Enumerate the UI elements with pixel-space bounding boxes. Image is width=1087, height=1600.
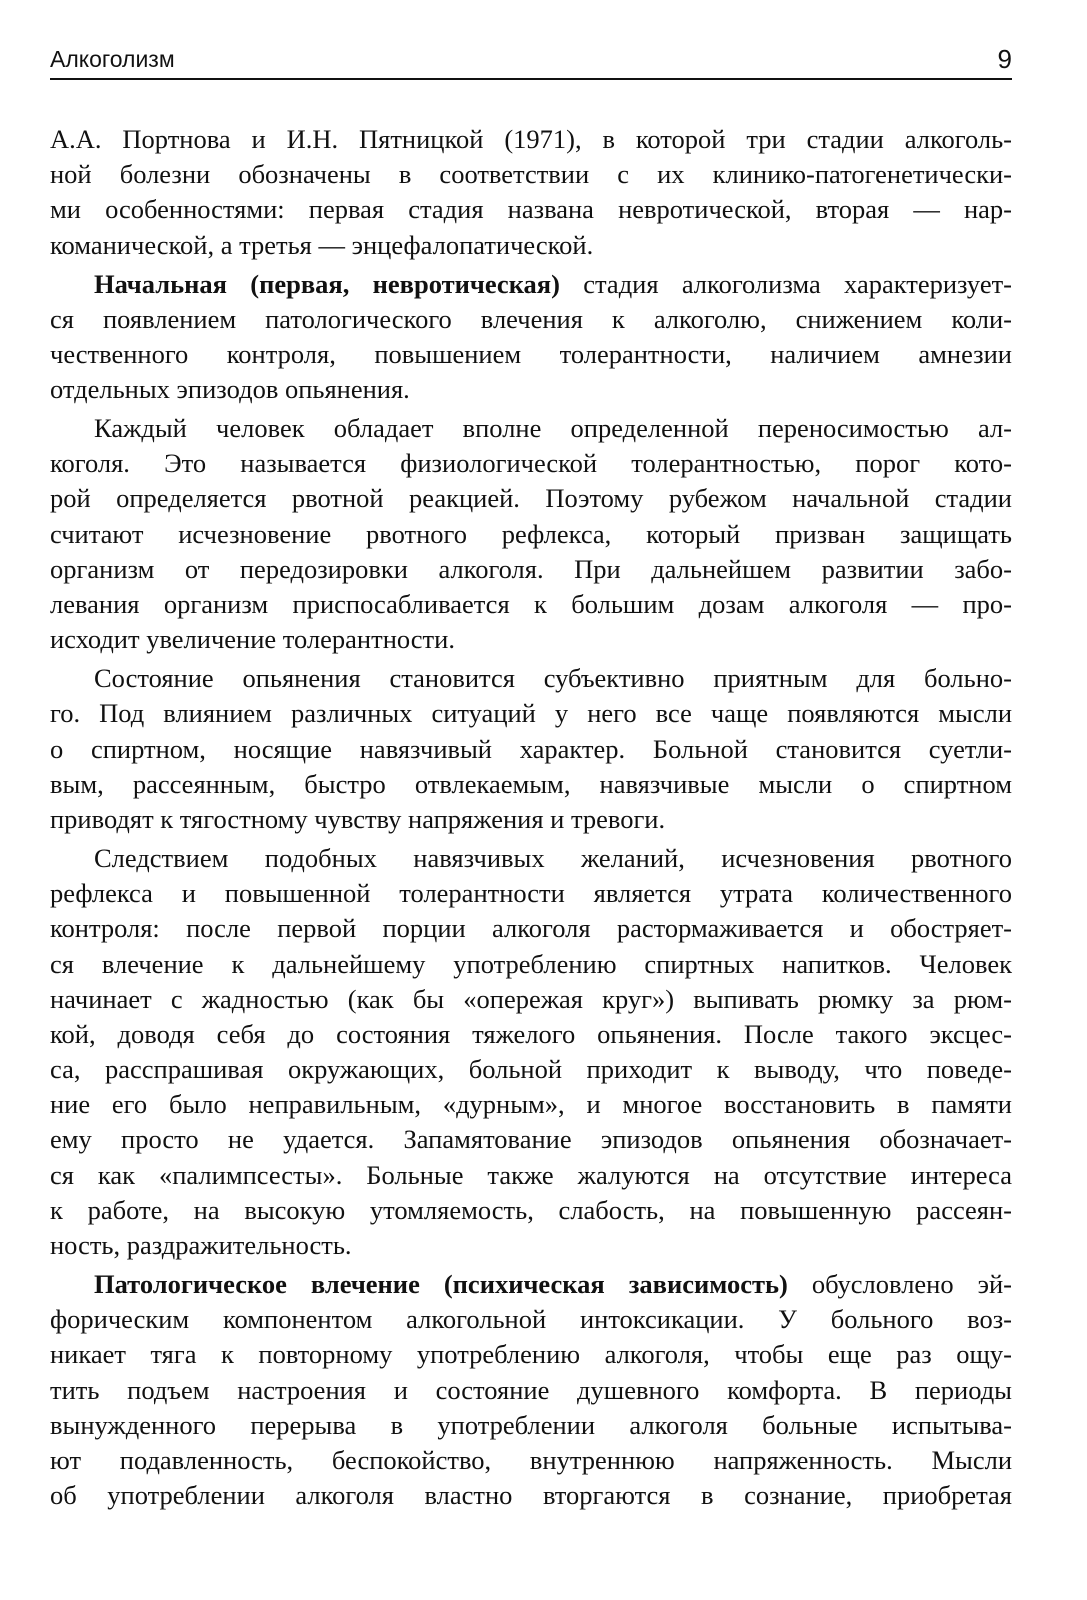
paragraph xyxy=(50,122,1012,263)
text-run: левания организм приспосабливается к большим дозам алкоголя — про- xyxy=(50,589,1012,620)
running-title: Алкоголизм xyxy=(50,46,175,72)
text-run: Состояние опьянения становится субъективно приятным для больно- xyxy=(94,663,1012,694)
text-run: Следствием подобных навязчивых желаний, исчезновения рвотного xyxy=(94,842,1012,873)
text-run: стадия алкоголизма характеризует- xyxy=(559,268,1013,299)
text-run: контроля: после первой порции алкоголя растормаживается и обостряет- xyxy=(50,913,1012,944)
text-line xyxy=(50,1478,1012,1513)
text-line xyxy=(50,1443,1012,1478)
text-line xyxy=(50,122,1012,157)
text-run: ность, раздражительность. xyxy=(50,1230,352,1260)
text-run: отдельных эпизодов опьянения. xyxy=(50,374,410,405)
text-line xyxy=(50,552,1012,587)
text-line xyxy=(50,372,1012,407)
text-line xyxy=(50,767,1012,802)
text-run: рефлекса и повышенной толерантности является утрата количественного xyxy=(50,878,1012,909)
text-line xyxy=(50,911,1012,946)
text-line xyxy=(50,1017,1012,1052)
body-text xyxy=(50,122,1012,1513)
text-line xyxy=(50,337,1012,372)
text-run: А.А. Портнова и И.Н. Пятницкой (1971), в которой три стадии алкоголь- xyxy=(50,124,1012,154)
text-run: к работе, на высокую утомляемость, слабость, на повышенную рассеян- xyxy=(50,1194,1012,1225)
text-line xyxy=(50,802,1012,837)
text-run: приводят к тягостному чувству напряжения и тревоги. xyxy=(50,803,666,834)
bold-term: Начальная (первая, невротическая) xyxy=(94,268,560,299)
paragraph xyxy=(50,841,1012,1263)
text-line xyxy=(50,481,1012,516)
text-line xyxy=(50,1052,1012,1087)
text-line xyxy=(50,1122,1012,1157)
text-line xyxy=(50,982,1012,1017)
text-line xyxy=(50,622,1012,657)
text-line xyxy=(50,446,1012,481)
text-line xyxy=(50,1228,1012,1263)
text-line xyxy=(50,267,1012,302)
text-run: ние его было неправильным, «дурным», и многое восстановить в памяти xyxy=(50,1089,1012,1120)
text-line xyxy=(50,1408,1012,1443)
text-line xyxy=(50,411,1012,446)
text-run: ся влечение к дальнейшему употреблению спиртных напитков. Человек xyxy=(50,948,1012,979)
text-run: ной болезни обозначены в соответствии с их клинико-патогенетически- xyxy=(50,159,1012,190)
text-line xyxy=(50,157,1012,192)
text-line xyxy=(50,228,1012,263)
text-run: ми особенностями: первая стадия названа невротической, вторая — нар- xyxy=(50,194,1012,225)
text-line xyxy=(50,1302,1012,1337)
paragraph xyxy=(50,1267,1012,1513)
text-run: об употреблении алкоголя властно вторгаются в сознание, приобретая xyxy=(50,1480,1012,1511)
paragraph xyxy=(50,267,1012,408)
text-line xyxy=(50,1087,1012,1122)
text-line xyxy=(50,732,1012,767)
text-run: тить подъем настроения и состояние душевного комфорта. В периоды xyxy=(50,1374,1012,1405)
text-run: чественного контроля, повышением толерантности, наличием амнезии xyxy=(50,338,1012,369)
text-run: ся появлением патологического влечения к алкоголю, снижением коли- xyxy=(50,303,1012,334)
text-run: никает тяга к повторному употреблению алкоголя, чтобы еще раз ощу- xyxy=(50,1339,1012,1370)
text-run: считают исчезновение рвотного рефлекса, который призван защищать xyxy=(50,518,1012,549)
page-number: 9 xyxy=(997,44,1012,74)
text-run: ему просто не удается. Запамятование эпизодов опьянения обозначает- xyxy=(50,1124,1012,1155)
paragraph xyxy=(50,411,1012,657)
text-line xyxy=(50,517,1012,552)
text-run: го. Под влиянием различных ситуаций у него все чаще появляются мысли xyxy=(50,698,1012,729)
text-run: са, расспрашивая окружающих, больной приходит к выводу, что поведе- xyxy=(50,1054,1012,1085)
text-line xyxy=(50,1158,1012,1193)
text-run: коголя. Это называется физиологической толерантностью, порог кото- xyxy=(50,448,1012,479)
running-header xyxy=(50,44,1012,80)
text-line xyxy=(50,1193,1012,1228)
text-run: ют подавленность, беспокойство, внутреннюю напряженность. Мысли xyxy=(50,1444,1012,1475)
text-line xyxy=(50,841,1012,876)
text-line xyxy=(50,1337,1012,1372)
text-run: исходит увеличение толерантности. xyxy=(50,624,455,655)
text-run: начинает с жадностью (как бы «опережая круг») выпивать рюмку за рюм- xyxy=(50,983,1012,1014)
text-run: команической, а третья — энцефалопатической. xyxy=(50,229,594,260)
text-run: вым, рассеянным, быстро отвлекаемым, навязчивые мысли о спиртном xyxy=(50,768,1012,799)
text-line xyxy=(50,192,1012,227)
text-run: обусловлено эй- xyxy=(787,1268,1012,1299)
text-run: ся как «палимпсесты». Больные также жалуются на отсутствие интереса xyxy=(50,1159,1012,1190)
paragraph xyxy=(50,661,1012,837)
text-run: о спиртном, носящие навязчивый характер. Больной становится суетли- xyxy=(50,733,1012,764)
text-line xyxy=(50,661,1012,696)
text-run: форическим компонентом алкогольной интоксикации. У больного воз- xyxy=(50,1304,1012,1335)
text-run: организм от передозировки алкоголя. При дальнейшем развитии забо- xyxy=(50,553,1012,584)
text-line xyxy=(50,302,1012,337)
text-line xyxy=(50,587,1012,622)
text-run: кой, доводя себя до состояния тяжелого опьянения. После такого эксцес- xyxy=(50,1018,1012,1049)
bold-term: Патологическое влечение (психическая зависимость) xyxy=(94,1268,788,1299)
text-run: Каждый человек обладает вполне определенной переносимостью ал- xyxy=(94,413,1012,444)
text-line xyxy=(50,876,1012,911)
text-run: рой определяется рвотной реакцией. Поэтому рубежом начальной стадии xyxy=(50,483,1012,514)
text-line xyxy=(50,696,1012,731)
text-line xyxy=(50,1373,1012,1408)
text-line xyxy=(50,1267,1012,1302)
text-line xyxy=(50,947,1012,982)
text-run: вынужденного перерыва в употреблении алкоголя больные испытыва- xyxy=(50,1409,1012,1440)
